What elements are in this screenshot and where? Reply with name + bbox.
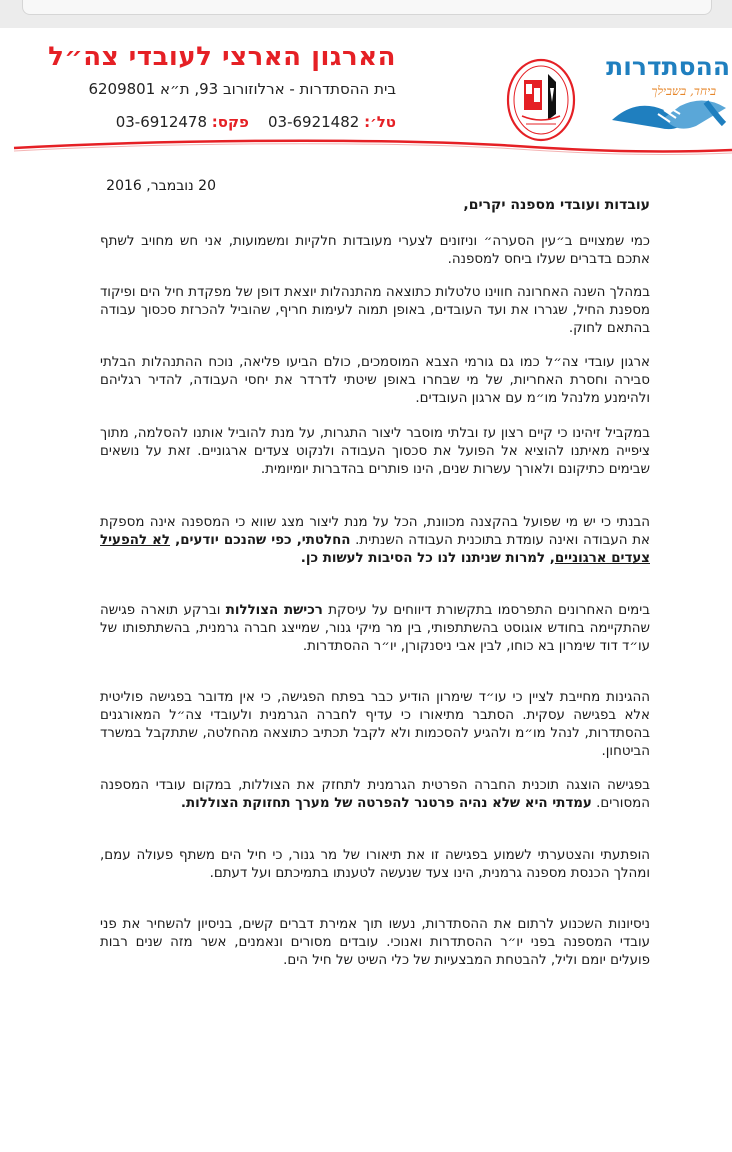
fax-number: 03-6912478: [115, 113, 208, 131]
header-curve-shadow: [14, 144, 732, 155]
p8-bold: עמדתי היא שלא נהיה פרטנר להפרטה של מערך תחזוקת הצוללות.: [180, 796, 592, 811]
paragraph-6: [100, 602, 650, 656]
paragraph-7: ההגינות מחייבת לציין כי עו״ד שימרון הודיע כבר בפתח הפגישה, כי אין מדובר בפגישה פוליטית אלא בפגישה עסקית. הסתבר מתיאורו כי עדיף לחברה הגרמנית ולעובדי צה״ל המאורגנים בהסתדרות, לנהל מו״מ ולהגיע להסכמות ולא לקבל תכתיב כתוצאה מהחלטה, שתתקבל במשרד הביטחון.: [100, 690, 650, 759]
p6-bold: רכישת הצוללות: [225, 603, 323, 618]
p5-text: הבנתי כי יש מי שפועל בהקצנה מכוונת, הכל על מנת ליצור מצג שווא כי המספנה אינה מספקת את העבודה ואינה עומדת בתוכנית העבודה השנתית.: [100, 515, 650, 548]
histadrut-name: ההסתדרות: [606, 52, 730, 81]
paragraph-5: [100, 514, 650, 568]
letter-page: [0, 28, 732, 1152]
fax-label: פקס:: [211, 113, 249, 131]
organization-address: בית ההסתדרות - ארלוזורוב 93, ת״א 6209801: [88, 80, 396, 98]
paragraph-8: [100, 777, 650, 813]
viewer-top-strip: [0, 0, 732, 28]
paragraph-9: הופתעתי והצטערתי לשמוע בפגישה זו את תיאורו של מר גנור, כי חיל הים משתף פעולה עמם, ומהלך הכנסת מספנה גרמנית, הינו צעד שנעשה לטענתו בתמיכתם ועל דעתם.: [100, 848, 650, 881]
p5-bold: החלטתי, כפי שהנכם יודעים,: [170, 533, 351, 548]
phone-number: 03-6921482: [267, 113, 360, 131]
p5-underlined: לא להפעיל צעדים ארגוניים: [100, 533, 650, 566]
p6-text-end: וברקע תוארה פגישה שהתקיימה בחודש אוגוסט בהשתתפותי, בין מר מיקי גנור, שמייצג חברה גרמנית, בהשתתפותו של עו״ד דוד שימרון בא כוחו, לבין אבי ניסנקורן, יו״ר ההסתדרות.: [100, 603, 650, 654]
paragraph-1: כמי שמצויים ב״עין הסערה״ וניזונים לצערי מעובדות חלקיות ומשמועות, אני חש מחויב לשתף אתכם בדברים שעלו ביחס למספנה.: [100, 234, 650, 267]
organization-name: הארגון הארצי לעובדי צה״ל: [48, 42, 396, 72]
organization-seal-logo: [506, 58, 576, 142]
paragraph-2: במהלך השנה האחרונה חווינו טלטלות כתוצאה מהתנהלות יוצאת דופן של מפקדת חיל הים ופיקוד מספנת החיל, שגררו את ועד העובדים, באופן תמוה לעימות חריף, שהוביל להכרזת סכסוך עבודה בהתאם לחוק.: [100, 285, 650, 336]
p5-bold-end: , למרות שניתנו לנו כל הסיבות לעשות כן.: [300, 551, 555, 566]
histadrut-slogan: ביחד, בשבילך: [651, 84, 716, 98]
paragraph-3: ארגון עובדי צה״ל כמו גם גורמי הצבא המוסמכים, כולם הביעו פליאה, נוכח ההתנהלות הבלתי סבירה וחסרת האחריות, של מי שבחרו באופן שיטתי לדרדר את יחסי העבודה, להדיר רגליהם ולהימנע מלנהל מו״מ עם ארגון העובדים.: [100, 355, 650, 406]
paragraph-4: במקביל זיהינו כי קיים רצון עז ובלתי מוסבר ליצור התגרות, על מנת להוביל אותנו להסלמה, מתוך ציפייה מאיתנו להוציא אל הפועל את סכסוך העבודה ולנקוט צעדים ארגוניים. זאת על נושאים שבימים כתיקונם ולאורך עשרות שנים, הינו פותרים בהדברות יומיומית.: [100, 426, 650, 477]
phone-label: טל׳:: [364, 113, 396, 131]
viewer-toolbar[interactable]: [22, 0, 712, 15]
paragraph-10: ניסיונות השכנוע לרתום את ההסתדרות, נעשו תוך אמירת דברים קשים, בניסיון להשחיר את פני עובדי המספנה בפני יו״ר ההסתדרות ואנוכי. עובדים מסורים ונאמנים, אשר מזה שנים רבות פועלים יומם וליל, להבטחת המבצעיות של כלי השיט של חיל הים.: [100, 917, 650, 968]
p6-text: בימים האחרונים התפרסמו בתקשורת דיווחים על עיסקת: [322, 603, 650, 618]
contact-line: [116, 113, 396, 131]
letter-greeting: עובדות ועובדי מספנה יקרים,: [463, 197, 650, 213]
letter-date: 20 נובמבר, 2016: [106, 178, 216, 194]
p8-text: בפגישה הוצגה תוכנית החברה הפרטית הגרמנית לתחזק את הצוללות, במקום עובדי המספנה המסורים.: [100, 778, 650, 811]
